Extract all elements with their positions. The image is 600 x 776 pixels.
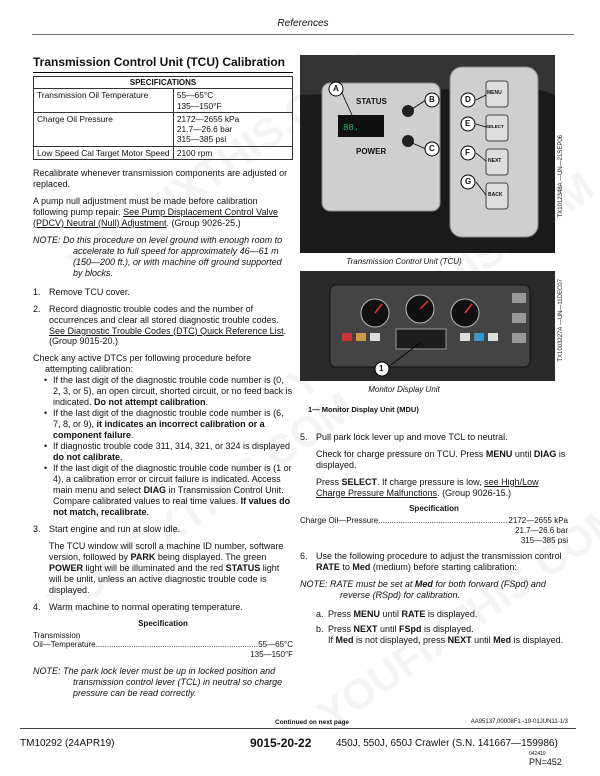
spec-caption-right: Specification xyxy=(409,504,459,514)
back-button: BACK xyxy=(488,192,503,198)
table-row: Transmission Oil Temperature 55—65°C 135—150°F xyxy=(34,89,293,113)
substep-a: a. Press MENU until RATE is displayed. xyxy=(316,609,478,620)
page-number: 9015-20-22 xyxy=(250,736,312,750)
list-item: • If the last digit of the diagnostic trouble code number is (1 or 4), a calibration error or circuit failure is indicated. Access main menu and select DIAG in Transmission Control Unit. Compare calibrated values to real time values. If values do not match, recalibrate. xyxy=(47,463,293,518)
spec-group: Transmission xyxy=(33,630,81,640)
check-intro: Check any active DTCs per following procedure before attempting calibration: xyxy=(33,353,252,375)
callout-e: E xyxy=(465,119,471,128)
link-dtc-reference[interactable]: See Diagnostic Trouble Codes (DTC) Quick Reference List xyxy=(49,325,284,336)
figure2-code: TX1003227A —UN—11DEC07 xyxy=(558,278,564,362)
step-3: 3. Start engine and run at slow idle. xyxy=(33,523,181,534)
monitor-figure xyxy=(300,271,568,383)
link-pdcv-adjustment[interactable]: See Pump Displacement Control Valve (PDCV) Neutral (Null) Adjustment xyxy=(33,206,278,228)
figure1-caption: Transmission Control Unit (TCU) xyxy=(346,257,462,266)
spec-oil-temperature-f: 135—150°F xyxy=(250,650,293,659)
callout-d: D xyxy=(465,95,471,104)
note-rate: NOTE: RATE must be set at Med for both forward (FSpd) and reverse (RSpd) for calibration. xyxy=(300,579,546,601)
callout-1: 1 xyxy=(379,363,384,373)
callout-c: C xyxy=(429,144,435,153)
step-5: 5. Pull park lock lever up and move TCL to neutral. xyxy=(300,431,508,442)
link-charge-pressure-malfunctions[interactable]: see High/Low Charge Pressure Malfunctions xyxy=(316,476,539,498)
section-title: Transmission Control Unit (TCU) Calibration xyxy=(33,55,293,73)
continued-note: Continued on next page xyxy=(275,719,350,726)
document-code: AA95137,00008F1 -19-01JUN11-1/3 xyxy=(470,719,568,725)
callout-a: A xyxy=(333,84,339,93)
step-4: 4. Warm machine to normal operating temperature. xyxy=(33,601,243,612)
right-column xyxy=(300,55,568,650)
tcu-window-paragraph: The TCU window will scroll a machine ID number, software version, followed by PARK being displayed. The green POWER light will be illuminated and the red STATUS light will be unlit, unless an active diagnostic trouble code is displayed. xyxy=(49,540,284,595)
left-column xyxy=(33,55,293,707)
spec-charge-pressure-bar: 21.7—26.6 bar xyxy=(515,525,568,535)
charge-pressure-check: Check for charge pressure on TCU. Press MENU until DIAG is displayed. xyxy=(316,448,566,470)
dtc-bullet-list xyxy=(33,375,293,518)
callout-b: B xyxy=(429,95,435,104)
tcu-figure xyxy=(300,55,568,255)
table-row: Low Speed Cal Target Motor Speed 2100 rpm xyxy=(34,146,293,159)
list-item: • If diagnostic trouble code 311, 314, 321, or 324 is displayed do not calibrate. xyxy=(47,441,293,463)
note-level-ground: NOTE: Do this procedure on level ground with enough room to accelerate to full speed for approximately 46—61 m (150—200 ft.), or with machine off ground supported by blocks. xyxy=(33,234,283,278)
figure2-caption: Monitor Display Unit xyxy=(368,384,440,394)
paragraph-recalibrate: Recalibrate whenever transmission components are adjusted or replaced. xyxy=(33,167,288,189)
callout-f: F xyxy=(465,148,470,157)
page-header: References xyxy=(32,18,574,35)
manual-number: TM10292 (24APR19) xyxy=(20,738,115,749)
callout-g: G xyxy=(465,177,472,186)
select-paragraph: Press SELECT. If charge pressure is low, see High/Low Charge Pressure Malfunctions. (Group 9026-15.) xyxy=(316,476,539,498)
step-1: 1. Remove TCU cover. xyxy=(33,286,130,297)
figure1-code: TX1012348A —UN—21SEP06 xyxy=(558,135,564,218)
status-label: STATUS xyxy=(356,97,387,106)
step-2: 2. Record diagnostic trouble codes and the number of occurrences and clear all stored diagnostic trouble codes. See Diagnostic Trouble Codes (DTC) Quick Reference List. (Group 9015-20.) xyxy=(33,303,287,347)
pn-number: PN=452 xyxy=(529,757,562,767)
paragraph-pump-null: A pump null adjustment must be made before calibration following pump repair. See Pump Displacement Control Valve (PDCV) Neutral (Null) Adjustment. (Group 9026-25.) xyxy=(33,195,278,228)
next-button: NEXT xyxy=(488,158,502,164)
specs-heading: SPECIFICATIONS xyxy=(34,76,293,89)
spec-charge-pressure-psi: 315—385 psi xyxy=(520,535,568,545)
spec-charge-pressure: Charge Oil—Pressure ..... 2172—2655 kPa xyxy=(300,516,568,526)
substep-b: b. Press NEXT until FSpd is displayed. If Med is not displayed, press NEXT until Med is displayed. xyxy=(316,624,564,646)
spec-oil-temperature: Oil—Temperature ..... 55—65°C xyxy=(33,640,293,650)
list-item: • If the last digit of the diagnostic trouble code number is (6, 7, 8, or 9), it indicates an incorrect calibration or a component failure. xyxy=(47,408,293,441)
footer-divider xyxy=(20,728,576,729)
select-button: SELECT xyxy=(486,124,504,129)
spec-caption: Specification xyxy=(138,618,188,628)
note-park-lock: NOTE: The park lock lever must be up in locked position and transmission control lever (TCL) in neutral so charge pressure can be read correctly. xyxy=(33,665,283,698)
menu-button: MENU xyxy=(487,90,502,96)
date-code: 042419 xyxy=(529,751,546,757)
list-item: • If the last digit of the diagnostic trouble code number is (0, 2, 3, or 5), an open circuit, shorted circuit, or no feed back is indicated. Do not attempt calibration. xyxy=(47,375,293,408)
model-range: 450J, 550J, 650J Crawler (S.N. 141667—159986) xyxy=(336,738,558,749)
table-row: Charge Oil Pressure 2172—2655 kPa 21.7—26.6 bar 315—385 psi xyxy=(34,112,293,146)
specifications-table xyxy=(33,76,293,160)
svg-text:88.: 88. xyxy=(343,123,360,133)
step-6: 6. Use the following procedure to adjust the transmission control RATE to Med (medium) before starting calibration: xyxy=(300,551,562,573)
figure2-legend: 1— Monitor Display Unit (MDU) xyxy=(308,404,419,414)
monitor-illustration xyxy=(300,271,555,381)
power-label: POWER xyxy=(356,147,387,156)
